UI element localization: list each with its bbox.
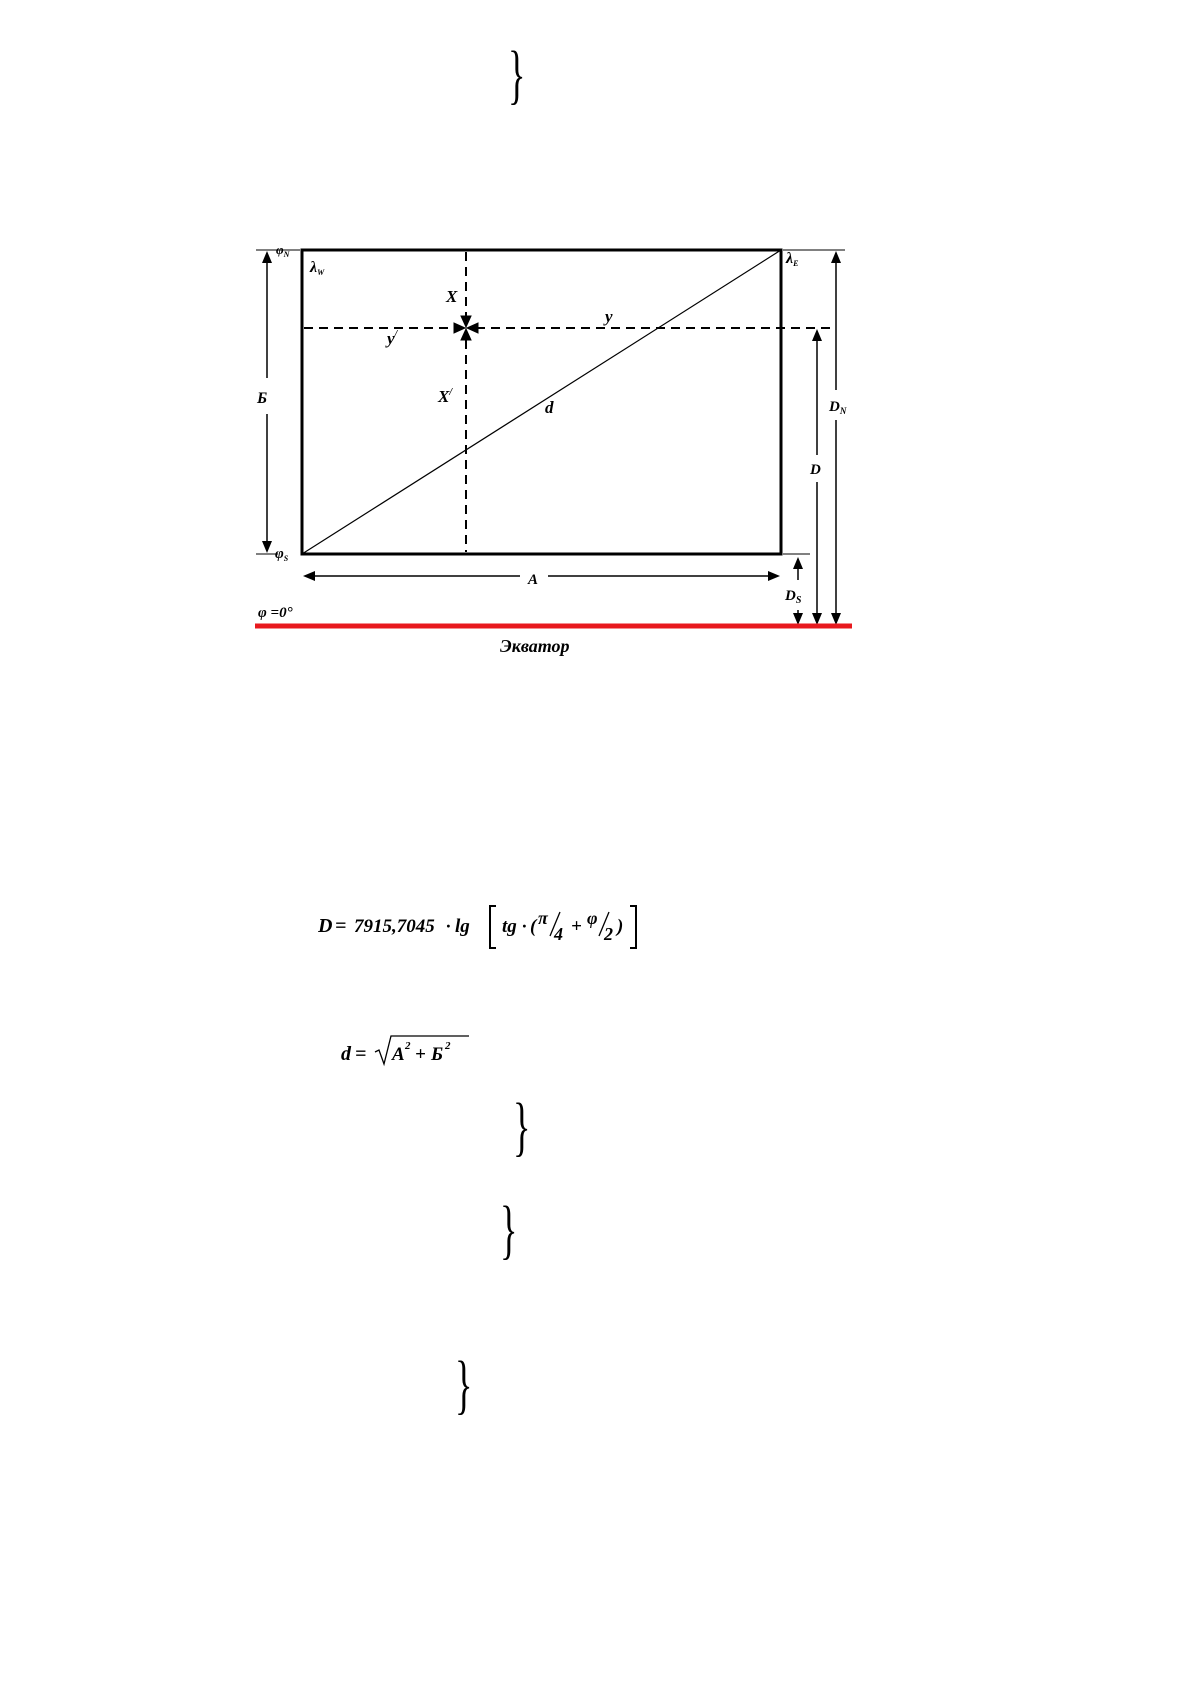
svg-text:(: (: [530, 916, 537, 937]
label-a: A: [528, 572, 539, 588]
label-lambda-w: λW: [310, 259, 325, 277]
svg-text:=: =: [355, 1043, 367, 1065]
label-y-prime: y/: [387, 329, 398, 348]
label-d-big: D: [810, 462, 821, 478]
svg-text:+: +: [415, 1044, 426, 1065]
label-phi-zero: φ =0°: [258, 605, 293, 621]
label-lambda-e: λE: [786, 250, 799, 268]
label-d: d: [545, 398, 554, 417]
svg-text:2: 2: [604, 924, 613, 944]
svg-text:tg: tg: [502, 916, 517, 937]
label-y: y: [605, 307, 613, 326]
svg-text:π: π: [538, 908, 548, 928]
formula-mercator-d: [318, 902, 658, 952]
point-marker: [454, 316, 478, 340]
svg-text:2: 2: [445, 1040, 451, 1052]
label-dn: $D_N$: [829, 399, 847, 416]
diagonal-line: [302, 250, 781, 554]
brace-2: }: [513, 1090, 531, 1163]
label-x-prime: X/: [438, 387, 453, 406]
brace-4: }: [455, 1348, 473, 1421]
svg-text:4: 4: [554, 924, 563, 944]
svg-text:7915,7045: 7915,7045: [354, 916, 435, 937]
label-x: X: [446, 287, 458, 306]
svg-text:d: d: [341, 1043, 351, 1065]
label-phi-n: $\varphi_N$: [276, 242, 290, 259]
svg-text:): ): [617, 916, 624, 937]
label-equator: Экватор: [500, 636, 570, 656]
svg-text:lg: lg: [455, 916, 470, 937]
svg-text:A: A: [392, 1044, 405, 1065]
svg-text:·: ·: [522, 916, 527, 936]
svg-text:φ: φ: [587, 908, 598, 928]
label-phi-s: $\varphi_S$: [275, 546, 289, 563]
label-b: Б: [257, 390, 268, 407]
brace-1: }: [508, 38, 526, 111]
formula-diagonal-d: [341, 1032, 481, 1072]
svg-text:Б: Б: [431, 1044, 444, 1065]
mercator-diagram: [0, 0, 1191, 720]
label-ds: $D_S$: [785, 588, 802, 606]
brace-3: }: [500, 1193, 518, 1266]
svg-text:+: +: [571, 916, 582, 937]
svg-text:D: D: [318, 915, 333, 937]
svg-text:2: 2: [405, 1040, 411, 1052]
svg-text:·: ·: [446, 916, 451, 936]
svg-text:=: =: [335, 915, 347, 937]
